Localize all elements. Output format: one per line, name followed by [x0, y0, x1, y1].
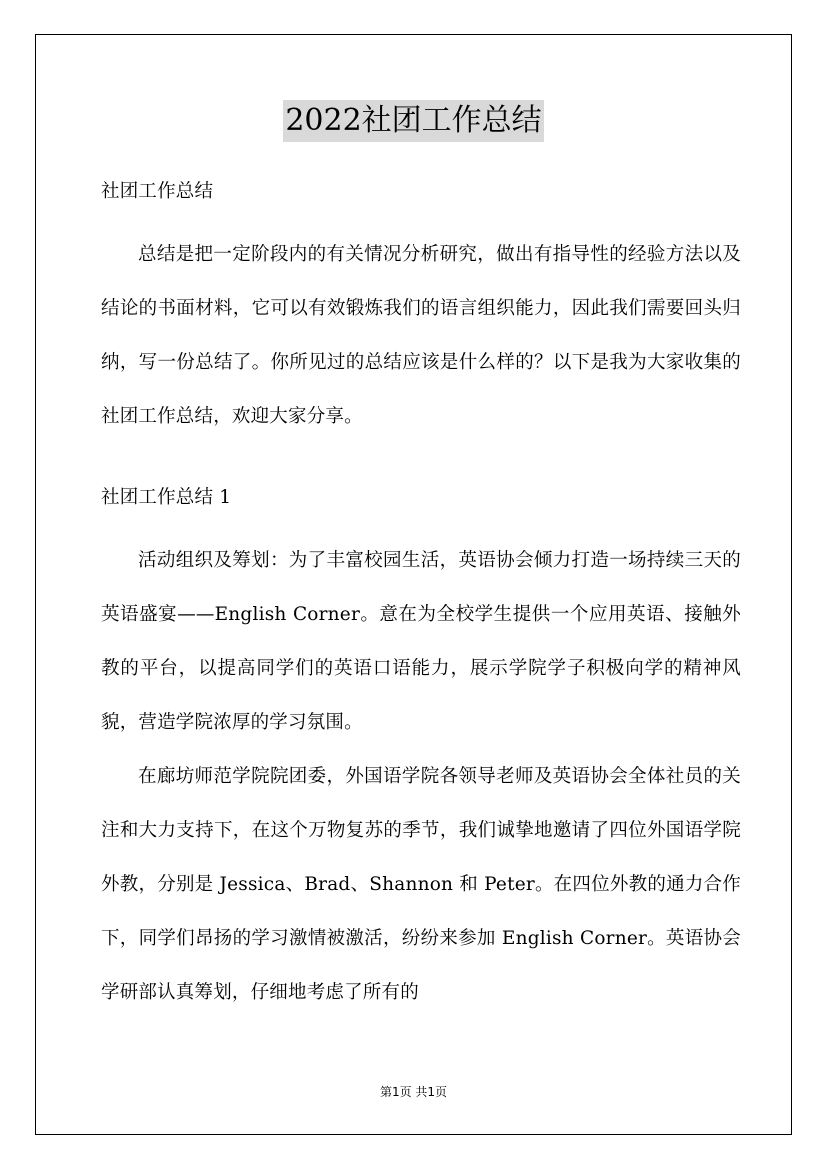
subheading-1: 社团工作总结 1: [101, 487, 232, 508]
document-title: 2022社团工作总结: [283, 100, 543, 142]
title-container: [0, 100, 827, 142]
paragraph-2: 在廊坊师范学院院团委，外国语学院各领导老师及英语协会全体社员的关注和大力支持下，在这个万物复苏的季节，我们诚挚地邀请了四位外国语学院外教，分别是 Jessica、Brad、Shannon 和 Peter。在四位外教的通力合作下，同学们昂扬的学习激情被激活，纷纷来参加 English Corner。英语协会学研部认真筹划，仔细地考虑了所有的: [101, 766, 741, 1003]
document-body: [101, 174, 741, 1020]
intro-paragraph: 总结是把一定阶段内的有关情况分析研究，做出有指导性的经验方法以及结论的书面材料，它可以有效锻炼我们的语言组织能力，因此我们需要回头归纳，写一份总结了。你所见过的总结应该是什么样的？以下是我为大家收集的社团工作总结，欢迎大家分享。: [101, 244, 741, 427]
page-footer: 第1页 共1页: [379, 1085, 448, 1099]
paragraph-1: 活动组织及筹划：为了丰富校园生活，英语协会倾力打造一场持续三天的英语盛宴——English Corner。意在为全校学生提供一个应用英语、接触外教的平台，以提高同学们的英语口语能力，展示学院学子积极向学的精神风貌，营造学院浓厚的学习氛围。: [101, 550, 741, 733]
section-heading: 社团工作总结: [101, 181, 214, 202]
